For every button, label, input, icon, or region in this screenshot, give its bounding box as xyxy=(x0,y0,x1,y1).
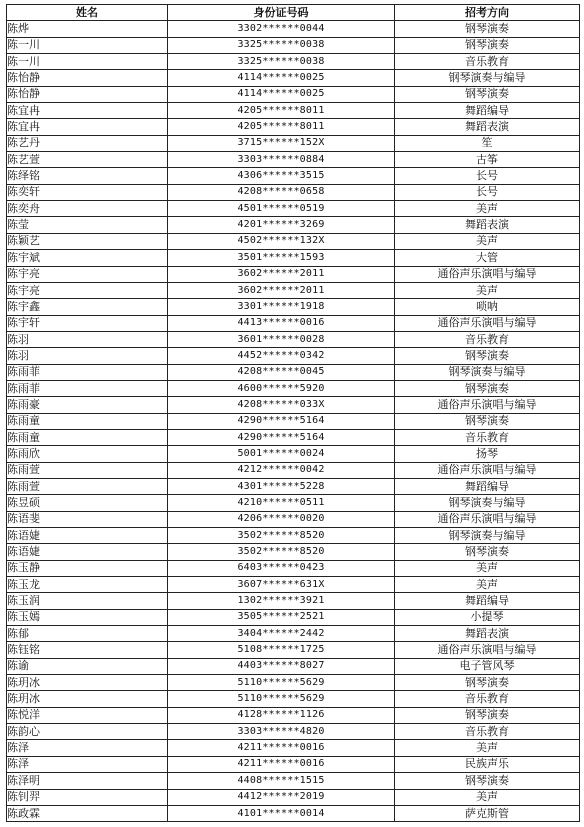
id-cell: 4452******0342 xyxy=(168,348,395,364)
direction-cell: 萨克斯管 xyxy=(395,805,580,821)
direction-cell: 钢琴演奏 xyxy=(395,675,580,691)
direction-cell: 钢琴演奏 xyxy=(395,348,580,364)
direction-cell: 音乐教育 xyxy=(395,331,580,347)
table-row xyxy=(7,331,580,347)
table-row xyxy=(7,135,580,151)
name-cell: 陈玥冰 xyxy=(7,675,168,691)
table-row xyxy=(7,299,580,315)
id-cell: 4502******132X xyxy=(168,233,395,249)
direction-cell: 钢琴演奏 xyxy=(395,21,580,37)
id-cell: 4290******5164 xyxy=(168,429,395,445)
id-cell: 3325******0038 xyxy=(168,37,395,53)
direction-cell: 钢琴演奏与编导 xyxy=(395,70,580,86)
name-cell: 陈雨萱 xyxy=(7,462,168,478)
table-row xyxy=(7,152,580,168)
id-cell: 1302******3921 xyxy=(168,593,395,609)
id-cell: 4290******5164 xyxy=(168,413,395,429)
name-cell: 陈宜冉 xyxy=(7,119,168,135)
name-cell: 陈宜冉 xyxy=(7,103,168,119)
direction-cell: 通俗声乐演唱与编导 xyxy=(395,315,580,331)
direction-cell: 钢琴演奏 xyxy=(395,37,580,53)
table-row xyxy=(7,21,580,37)
name-cell: 陈玉润 xyxy=(7,593,168,609)
name-cell: 陈羽 xyxy=(7,331,168,347)
direction-cell: 长号 xyxy=(395,184,580,200)
direction-cell: 扬琴 xyxy=(395,446,580,462)
table-row xyxy=(7,724,580,740)
id-cell: 4205******8011 xyxy=(168,103,395,119)
table-row xyxy=(7,675,580,691)
direction-cell: 电子管风琴 xyxy=(395,658,580,674)
id-cell: 3302******0044 xyxy=(168,21,395,37)
direction-cell: 钢琴演奏 xyxy=(395,544,580,560)
direction-cell: 美声 xyxy=(395,282,580,298)
id-cell: 6403******0423 xyxy=(168,560,395,576)
table-row xyxy=(7,54,580,70)
direction-cell: 音乐教育 xyxy=(395,724,580,740)
name-cell: 陈怡静 xyxy=(7,70,168,86)
table-row xyxy=(7,495,580,511)
name-cell: 陈宇鑫 xyxy=(7,299,168,315)
direction-cell: 钢琴演奏 xyxy=(395,413,580,429)
name-cell: 陈语斐 xyxy=(7,511,168,527)
table-row xyxy=(7,266,580,282)
name-cell: 陈宇亮 xyxy=(7,282,168,298)
name-cell: 陈玉静 xyxy=(7,560,168,576)
table-row xyxy=(7,119,580,135)
direction-cell: 舞蹈编导 xyxy=(395,103,580,119)
id-cell: 4211******0016 xyxy=(168,740,395,756)
id-cell: 4208******0045 xyxy=(168,364,395,380)
name-cell: 陈悦洋 xyxy=(7,707,168,723)
id-cell: 3301******1918 xyxy=(168,299,395,315)
direction-cell: 美声 xyxy=(395,560,580,576)
id-cell: 3404******2442 xyxy=(168,626,395,642)
direction-cell: 钢琴演奏 xyxy=(395,707,580,723)
id-cell: 5108******1725 xyxy=(168,642,395,658)
table-row xyxy=(7,544,580,560)
table-row xyxy=(7,250,580,266)
name-cell: 陈泽明 xyxy=(7,773,168,789)
direction-cell: 美声 xyxy=(395,789,580,805)
direction-cell: 钢琴演奏与编导 xyxy=(395,364,580,380)
name-cell: 陈钊羿 xyxy=(7,789,168,805)
name-cell: 陈语婕 xyxy=(7,528,168,544)
direction-cell: 钢琴演奏 xyxy=(395,86,580,102)
name-cell: 陈一川 xyxy=(7,37,168,53)
table-row xyxy=(7,789,580,805)
name-cell: 陈郁 xyxy=(7,626,168,642)
direction-cell: 笙 xyxy=(395,135,580,151)
table-row xyxy=(7,511,580,527)
name-cell: 陈一川 xyxy=(7,54,168,70)
name-cell: 陈雨菲 xyxy=(7,380,168,396)
table-row xyxy=(7,217,580,233)
id-cell: 4101******0014 xyxy=(168,805,395,821)
table-row xyxy=(7,528,580,544)
id-cell: 4210******0511 xyxy=(168,495,395,511)
id-cell: 3601******0028 xyxy=(168,331,395,347)
name-cell: 陈颖艺 xyxy=(7,233,168,249)
name-cell: 陈雨童 xyxy=(7,413,168,429)
name-cell: 陈宇轩 xyxy=(7,315,168,331)
direction-cell: 通俗声乐演唱与编导 xyxy=(395,397,580,413)
id-cell: 4211******0016 xyxy=(168,756,395,772)
table-row xyxy=(7,315,580,331)
id-cell: 4208******0658 xyxy=(168,184,395,200)
id-cell: 4114******0025 xyxy=(168,70,395,86)
direction-cell: 通俗声乐演唱与编导 xyxy=(395,511,580,527)
name-cell: 陈昱硕 xyxy=(7,495,168,511)
name-cell: 陈雨豪 xyxy=(7,397,168,413)
table-row xyxy=(7,773,580,789)
direction-cell: 唢呐 xyxy=(395,299,580,315)
id-cell: 3505******2521 xyxy=(168,609,395,625)
direction-cell: 钢琴演奏与编导 xyxy=(395,528,580,544)
id-cell: 4301******5228 xyxy=(168,478,395,494)
id-cell: 4212******0042 xyxy=(168,462,395,478)
name-cell: 陈奕轩 xyxy=(7,184,168,200)
table-row xyxy=(7,184,580,200)
direction-cell: 通俗声乐演唱与编导 xyxy=(395,642,580,658)
id-cell: 3325******0038 xyxy=(168,54,395,70)
direction-cell: 钢琴演奏与编导 xyxy=(395,495,580,511)
table-row xyxy=(7,429,580,445)
name-cell: 陈艺萱 xyxy=(7,152,168,168)
id-cell: 4412******2019 xyxy=(168,789,395,805)
direction-cell: 美声 xyxy=(395,233,580,249)
direction-cell: 美声 xyxy=(395,740,580,756)
table-row xyxy=(7,805,580,821)
direction-cell: 古筝 xyxy=(395,152,580,168)
table-row xyxy=(7,560,580,576)
name-cell: 陈雨童 xyxy=(7,429,168,445)
id-cell: 3501******1593 xyxy=(168,250,395,266)
direction-cell: 音乐教育 xyxy=(395,429,580,445)
id-cell: 3607******631X xyxy=(168,577,395,593)
name-cell: 陈泽 xyxy=(7,756,168,772)
name-cell: 陈钰铭 xyxy=(7,642,168,658)
id-cell: 4408******1515 xyxy=(168,773,395,789)
direction-cell: 通俗声乐演唱与编导 xyxy=(395,266,580,282)
table-row xyxy=(7,201,580,217)
direction-cell: 钢琴演奏 xyxy=(395,380,580,396)
table-row xyxy=(7,642,580,658)
id-cell: 4205******8011 xyxy=(168,119,395,135)
name-cell: 陈宇亮 xyxy=(7,266,168,282)
id-cell: 4201******3269 xyxy=(168,217,395,233)
applicant-table xyxy=(6,4,580,822)
name-cell: 陈奕舟 xyxy=(7,201,168,217)
header-direction: 招考方向 xyxy=(395,5,580,21)
id-cell: 3303******0884 xyxy=(168,152,395,168)
table-row xyxy=(7,364,580,380)
name-cell: 陈雨萱 xyxy=(7,478,168,494)
name-cell: 陈羽 xyxy=(7,348,168,364)
table-row xyxy=(7,609,580,625)
id-cell: 5110******5629 xyxy=(168,691,395,707)
direction-cell: 钢琴演奏 xyxy=(395,773,580,789)
name-cell: 陈怡静 xyxy=(7,86,168,102)
name-cell: 陈莹 xyxy=(7,217,168,233)
name-cell: 陈语婕 xyxy=(7,544,168,560)
table-row xyxy=(7,37,580,53)
table-row xyxy=(7,70,580,86)
table-row xyxy=(7,446,580,462)
id-cell: 4208******033X xyxy=(168,397,395,413)
header-row xyxy=(7,5,580,21)
id-cell: 3715******152X xyxy=(168,135,395,151)
direction-cell: 音乐教育 xyxy=(395,54,580,70)
table-row xyxy=(7,756,580,772)
id-cell: 3602******2011 xyxy=(168,266,395,282)
id-cell: 4403******8027 xyxy=(168,658,395,674)
table-row xyxy=(7,691,580,707)
name-cell: 陈韵心 xyxy=(7,724,168,740)
id-cell: 3602******2011 xyxy=(168,282,395,298)
direction-cell: 通俗声乐演唱与编导 xyxy=(395,462,580,478)
id-cell: 4128******1126 xyxy=(168,707,395,723)
name-cell: 陈玉嫣 xyxy=(7,609,168,625)
direction-cell: 美声 xyxy=(395,577,580,593)
header-id: 身份证号码 xyxy=(168,5,395,21)
name-cell: 陈泽 xyxy=(7,740,168,756)
table-row xyxy=(7,462,580,478)
direction-cell: 小提琴 xyxy=(395,609,580,625)
name-cell: 陈宇斌 xyxy=(7,250,168,266)
name-cell: 陈玥冰 xyxy=(7,691,168,707)
id-cell: 5001******0024 xyxy=(168,446,395,462)
name-cell: 陈玉龙 xyxy=(7,577,168,593)
direction-cell: 民族声乐 xyxy=(395,756,580,772)
name-cell: 陈雨欣 xyxy=(7,446,168,462)
table-row xyxy=(7,282,580,298)
name-cell: 陈艺丹 xyxy=(7,135,168,151)
table-row xyxy=(7,168,580,184)
id-cell: 4413******0016 xyxy=(168,315,395,331)
table-row xyxy=(7,86,580,102)
id-cell: 4114******0025 xyxy=(168,86,395,102)
direction-cell: 舞蹈编导 xyxy=(395,478,580,494)
table-row xyxy=(7,593,580,609)
id-cell: 4501******0519 xyxy=(168,201,395,217)
direction-cell: 舞蹈表演 xyxy=(395,119,580,135)
table-row xyxy=(7,577,580,593)
table-row xyxy=(7,348,580,364)
name-cell: 陈烨 xyxy=(7,21,168,37)
table-row xyxy=(7,103,580,119)
header-name: 姓名 xyxy=(7,5,168,21)
direction-cell: 音乐教育 xyxy=(395,691,580,707)
name-cell: 陈谕 xyxy=(7,658,168,674)
name-cell: 陈政霖 xyxy=(7,805,168,821)
direction-cell: 长号 xyxy=(395,168,580,184)
table-row xyxy=(7,397,580,413)
table-row xyxy=(7,740,580,756)
id-cell: 3502******8520 xyxy=(168,528,395,544)
table-row xyxy=(7,380,580,396)
id-cell: 5110******5629 xyxy=(168,675,395,691)
table-row xyxy=(7,626,580,642)
id-cell: 4600******5920 xyxy=(168,380,395,396)
table-row xyxy=(7,233,580,249)
id-cell: 3303******4820 xyxy=(168,724,395,740)
name-cell: 陈绎铭 xyxy=(7,168,168,184)
direction-cell: 舞蹈表演 xyxy=(395,626,580,642)
id-cell: 4206******0020 xyxy=(168,511,395,527)
direction-cell: 舞蹈表演 xyxy=(395,217,580,233)
id-cell: 4306******3515 xyxy=(168,168,395,184)
table-row xyxy=(7,707,580,723)
table-row xyxy=(7,658,580,674)
direction-cell: 大管 xyxy=(395,250,580,266)
direction-cell: 舞蹈编导 xyxy=(395,593,580,609)
direction-cell: 美声 xyxy=(395,201,580,217)
table-row xyxy=(7,478,580,494)
name-cell: 陈雨菲 xyxy=(7,364,168,380)
id-cell: 3502******8520 xyxy=(168,544,395,560)
table-row xyxy=(7,413,580,429)
